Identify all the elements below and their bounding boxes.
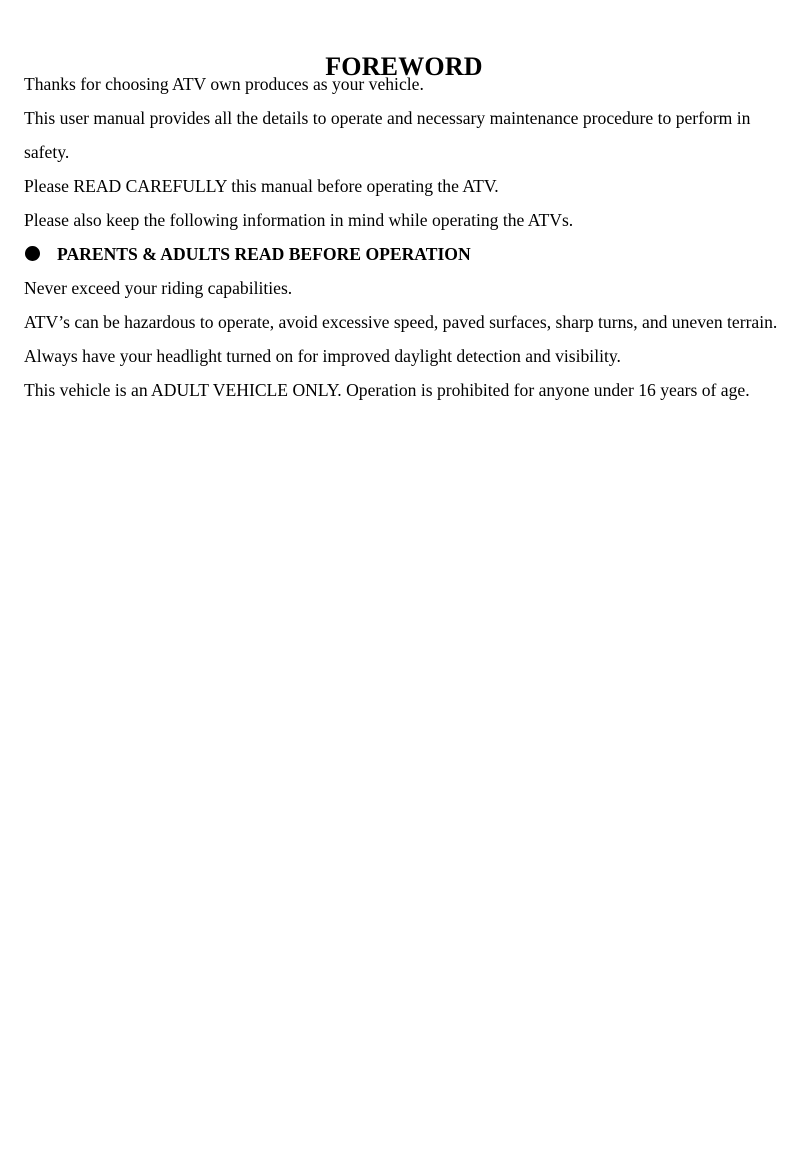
intro-paragraph-2: This user manual provides all the details to operate and necessary maintenance procedure to perform in safety. [24, 108, 751, 162]
intro-paragraph-1: Thanks for choosing ATV own produces as your vehicle. [24, 74, 424, 94]
intro-paragraph-4: Please also keep the following information in mind while operating the ATVs. [24, 210, 574, 230]
intro-paragraph-3: Please READ CAREFULLY this manual before operating the ATV. [24, 176, 499, 196]
section-paragraph-2: ATV’s can be hazardous to operate, avoid excessive speed, paved surfaces, sharp turns, and uneven terrain. [24, 312, 778, 332]
bullet-icon [25, 246, 40, 261]
section-paragraph-4: This vehicle is an ADULT VEHICLE ONLY. Operation is prohibited for anyone under 16 years of age. [24, 380, 750, 400]
foreword-body [24, 67, 790, 407]
section-heading-row [24, 237, 790, 271]
section-paragraph-1: Never exceed your riding capabilities. [24, 278, 293, 298]
section-heading: PARENTS & ADULTS READ BEFORE OPERATION [57, 244, 471, 264]
page-title: FOREWORD [325, 52, 483, 82]
section-paragraph-3: Always have your headlight turned on for improved daylight detection and visibility. [24, 346, 621, 366]
